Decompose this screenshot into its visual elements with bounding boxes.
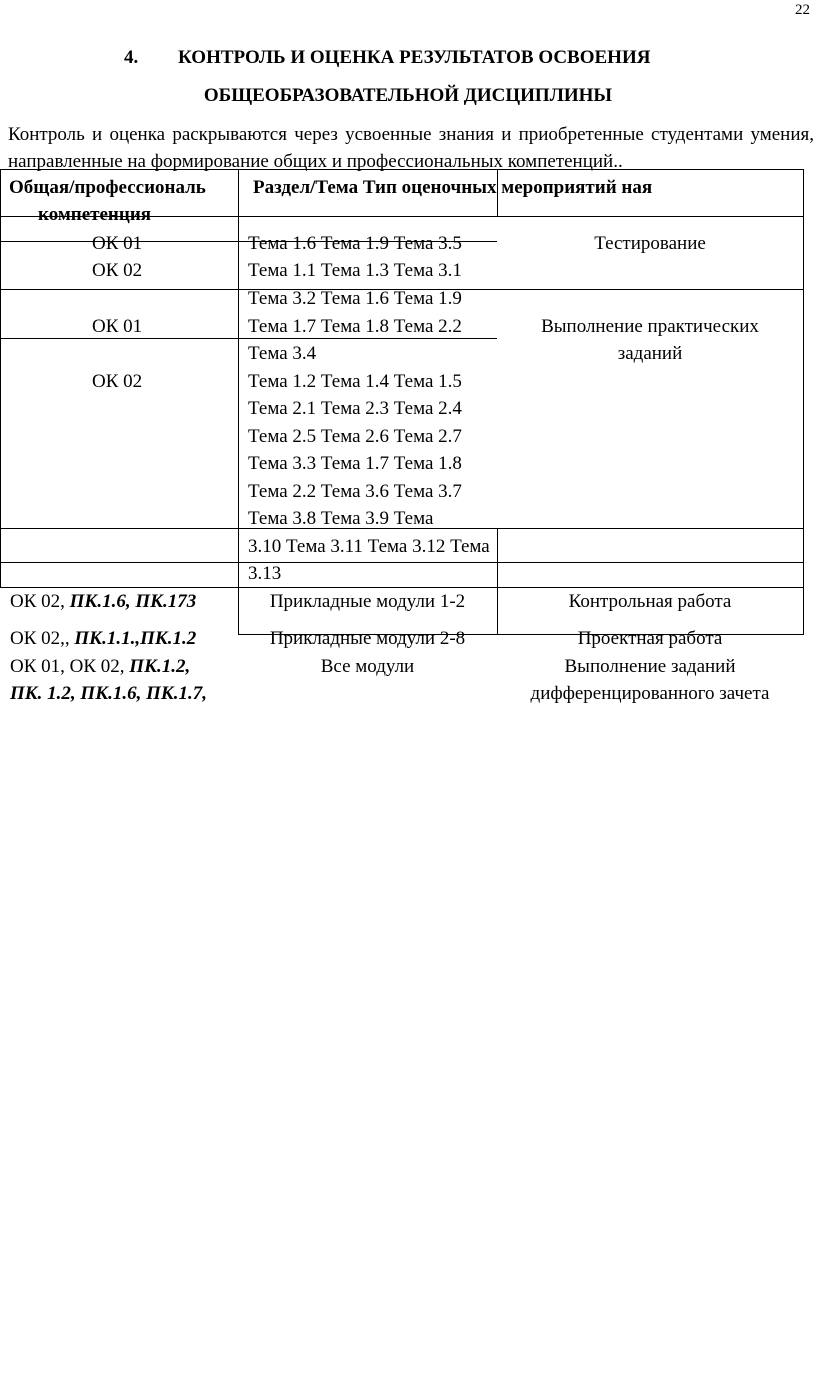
row2-topics-3: Тема 3.4 — [248, 343, 317, 364]
row5-competency-cont: ПК. 1.2, ПК.1.6, ПК.1.7, — [10, 683, 207, 704]
row2-topics-5: Тема 2.1 Тема 2.3 Тема 2.4 — [248, 398, 462, 419]
row2-topics-11: 3.13 — [248, 563, 282, 584]
row1-topics-2: Тема 1.1 Тема 1.3 Тема 3.1 — [248, 260, 462, 281]
row5-assessment-2: дифференцированного зачета — [530, 683, 770, 704]
section-title-line2: ОБЩЕОБРАЗОВАТЕЛЬНОЙ ДИСЦИПЛИНЫ — [203, 85, 613, 106]
row1-competency-1: ОК 01 — [92, 233, 143, 254]
row5-topics: Все модули — [320, 656, 415, 677]
row2-topics-1: Тема 3.2 Тема 1.6 Тема 1.9 — [248, 288, 462, 309]
row2-topics-6: Тема 2.5 Тема 2.6 Тема 2.7 — [248, 426, 462, 447]
header-competency: Общая/профессиональ — [9, 177, 206, 198]
row3-topics: Прикладные модули 1-2 — [269, 591, 466, 612]
page-number: 22 — [795, 2, 810, 18]
header-competency-cont: компетенция — [38, 204, 152, 225]
row2-assessment-1: Выполнение практических — [541, 316, 759, 337]
row3-assessment: Контрольная работа — [568, 591, 732, 612]
section-title-line1: КОНТРОЛЬ И ОЦЕНКА РЕЗУЛЬТАТОВ ОСВОЕНИЯ — [178, 47, 651, 68]
intro-paragraph: Контроль и оценка раскрываются через усвоенные знания и приобретенные студентами умения, направленные на формирование общих и профессиональных компетенций.. — [8, 124, 814, 172]
row3-competency: ОК 02, ПК.1.6, ПК.173 — [10, 591, 197, 612]
row2-competency-1: ОК 01 — [92, 316, 143, 337]
row4-assessment: Проектная работа — [577, 628, 723, 649]
row2-topics-4: Тема 1.2 Тема 1.4 Тема 1.5 — [248, 371, 462, 392]
section-number: 4. — [124, 47, 139, 68]
header-topic-assessment: Раздел/Тема Тип оценочных мероприятий ная — [253, 177, 653, 198]
row2-competency-2: ОК 02 — [92, 371, 143, 392]
row4-topics: Прикладные модули 2-8 — [269, 628, 466, 649]
row2-assessment-2: заданий — [617, 343, 683, 364]
row1-topics-1: Тема 1.6 Тема 1.9 Тема 3.5 — [248, 233, 462, 254]
row2-topics-10: 3.10 Тема 3.11 Тема 3.12 Тема — [248, 536, 490, 557]
row1-assessment: Тестирование — [594, 233, 706, 254]
row2-topics-7: Тема 3.3 Тема 1.7 Тема 1.8 — [248, 453, 462, 474]
row1-competency-2: ОК 02 — [92, 260, 143, 281]
row5-assessment-1: Выполнение заданий — [564, 656, 736, 677]
row2-topics-8: Тема 2.2 Тема 3.6 Тема 3.7 — [248, 481, 462, 502]
row2-topics-9: Тема 3.8 Тема 3.9 Тема — [248, 508, 434, 529]
row2-topics-2: Тема 1.7 Тема 1.8 Тема 2.2 — [248, 316, 462, 337]
row4-competency: ОК 02,, ПК.1.1.,ПК.1.2 — [10, 628, 197, 649]
row5-competency: ОК 01, ОК 02, ПК.1.2, — [10, 656, 191, 677]
